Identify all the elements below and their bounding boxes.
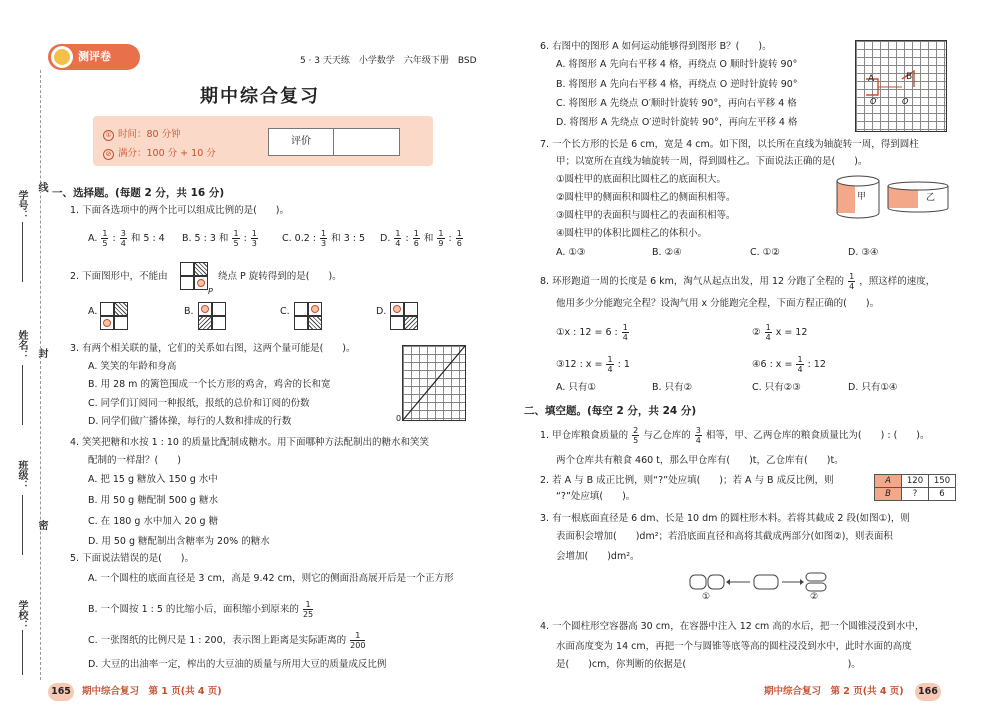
question-3-stem: 3. 有两个相关联的量，它们的关系如右图，这两个量可能是( )。 xyxy=(70,343,356,354)
q7-statement-2: ②圆柱甲的侧面积和圆柱乙的侧面积相等。 xyxy=(556,192,736,203)
q8-option-b[interactable]: B. 只有② xyxy=(652,382,693,393)
left-footer-text: 期中综合复习 第 1 页(共 4 页) xyxy=(82,686,222,697)
table-row xyxy=(875,488,956,501)
q7-statement-3: ③圆柱甲的表面积与圆柱乙的表面积相等。 xyxy=(556,210,736,221)
q7-statement-4: ④圆柱甲的体积比圆柱乙的体积小。 xyxy=(556,228,708,239)
point-p-label: P xyxy=(208,287,213,296)
fill-question-3-line-2: 表面积会增加( )dm²；若沿底面直径和高将其截成两部分(如图②)，则表面积 xyxy=(556,531,893,542)
shape-b-label: B xyxy=(906,72,913,82)
q3-graph-line xyxy=(403,346,465,420)
seal-line-char: 线 xyxy=(36,182,47,192)
q2-option-d-figure[interactable] xyxy=(390,302,420,332)
question-8-stem-2: 他用多少分能跑完全程？设淘气用 x 分能跑完全程，下面方程正确的( )。 xyxy=(556,298,880,309)
right-page xyxy=(500,0,1000,719)
question-5-stem: 5. 下面说法错误的是( )。 xyxy=(70,553,194,564)
q8-equation-4: ④6 : x = $\frac{1}{4}$ : 12 xyxy=(752,355,826,374)
q8-equation-3: ③12 : x = $\frac{1}{4}$ : 1 xyxy=(556,355,630,374)
q4-option-d[interactable]: D. 用 50 g 糖配制出含糖率为 20% 的糖水 xyxy=(88,536,270,547)
section-2-title: 二、填空题。(每空 2 分，共 24 分) xyxy=(524,405,697,417)
table-cell: 6 xyxy=(929,488,956,501)
evaluation-box[interactable] xyxy=(268,128,400,156)
q5-option-c[interactable]: C. 一张图纸的比例尺是 1 : 200，表示图上距离是实际距离的 $\frac{1}{200}$ xyxy=(88,631,366,650)
fill-question-1-line-2: 两个仓库共有粮食 460 t，那么甲仓库有( )t，乙仓库有( )t。 xyxy=(556,455,844,466)
q6-grid-figure xyxy=(855,40,947,132)
q2-option-d-label[interactable]: D. xyxy=(376,306,387,317)
point-o-prime-label: O′ xyxy=(870,97,879,106)
q8-equation-1: ①x : 12 = 6 : $\frac{1}{4}$ xyxy=(556,323,628,342)
q2-option-a-figure[interactable] xyxy=(100,302,130,332)
q7-option-c[interactable]: C. ①② xyxy=(750,247,780,258)
page-title: 期中综合复习 xyxy=(200,86,320,107)
q3-option-d[interactable]: D. 同学们做广播体操，每行的人数和排成的行数 xyxy=(88,416,292,427)
q2-option-c-label[interactable]: C. xyxy=(280,306,290,317)
figure-2-label: ② xyxy=(810,592,819,602)
evaluation-label: 评价 xyxy=(269,129,334,155)
fill-question-3: 3. 有一根底面直径是 6 dm、长是 10 dm 的圆柱形木料。若将其截成 2 段(如图①)，则 xyxy=(540,513,910,524)
question-8-stem: 8. 环形跑道一周的长度是 6 km，淘气从起点出发，用 12 分跑了全程的 $\frac{1}{4}$ ，照这样的速度， xyxy=(540,272,936,291)
left-footer xyxy=(48,683,222,701)
q3-option-c[interactable]: C. 同学们订阅同一种报纸，报纸的总价和订阅的份数 xyxy=(88,398,310,409)
yi-label: 乙 xyxy=(926,193,936,203)
q1-option-d[interactable]: D. $\frac{1}{4}$ : $\frac{1}{6}$ 和 $\frac{1}{9}$ : $\frac{1}{6}$ xyxy=(380,229,462,248)
q1-option-c[interactable]: C. 0.2 : $\frac{1}{3}$ 和 3 : 5 xyxy=(282,229,366,248)
name-label: 姓名： xyxy=(16,330,27,360)
table-cell: 120 xyxy=(902,475,929,488)
time-limit: 时间：80 分钟 xyxy=(118,129,181,140)
fill-question-2-line-2: “?”处应填( )。 xyxy=(556,491,636,502)
log-cut-icon xyxy=(688,570,828,594)
graph-origin: 0 xyxy=(396,414,402,423)
school-label: 学校： xyxy=(16,600,27,630)
class-label: 班级： xyxy=(16,460,27,490)
badge-label: 测评卷 xyxy=(78,50,111,63)
question-4-stem-2: 配制的一样甜？( ) xyxy=(88,455,181,466)
check-icon: ⊘ xyxy=(103,149,114,160)
point-o-label: O xyxy=(902,97,909,106)
q2-option-c-figure[interactable] xyxy=(294,302,324,332)
question-2-stem-b: 绕点 P 旋转得到的是( )。 xyxy=(218,271,342,282)
q6-option-b[interactable]: B. 将图形 A 先向右平移 4 格，再绕点 O 逆时针旋转 90° xyxy=(556,79,798,90)
right-footer-text: 期中综合复习 第 2 页(共 4 页) xyxy=(764,686,904,697)
student-id-label: 学号： xyxy=(16,190,27,220)
table-cell: A xyxy=(875,475,902,488)
q2-option-b-label[interactable]: B. xyxy=(184,306,194,317)
question-6-stem: 6. 右图中的图形 A 如何运动能够得到图形 B？( )。 xyxy=(540,41,772,52)
q6-option-c[interactable]: C. 将图形 A 先绕点 O′顺时针旋转 90°，再向右平移 4 格 xyxy=(556,98,797,109)
question-1-stem: 1. 下面各选项中的两个比可以组成比例的是( )。 xyxy=(70,205,289,216)
q3-option-b[interactable]: B. 用 28 m 的篱笆围成一个长方形的鸡舍，鸡舍的长和宽 xyxy=(88,379,331,390)
exam-info-box xyxy=(93,116,433,166)
jia-label: 甲 xyxy=(857,192,867,202)
q7-option-a[interactable]: A. ①③ xyxy=(556,247,586,258)
q1-option-b[interactable]: B. 5 : 3 和 $\frac{1}{5}$ : $\frac{1}{3}$ xyxy=(182,229,257,248)
fill-question-4-line-2: 水面高度变为 14 cm，再把一个与圆锥等底等高的圆柱浸没到水中，此时水面的高度 xyxy=(556,641,912,652)
fill-question-1: 1. 甲仓库粮食质量的 $\frac{2}{5}$ 与乙仓库的 $\frac{3}{4}$ 相等，甲、乙两仓库的粮食质量比为( ) : ( )。 xyxy=(540,426,930,445)
right-footer xyxy=(764,683,949,701)
left-page-number: 165 xyxy=(48,683,74,701)
q3-graph xyxy=(402,345,466,421)
series-info: 5 · 3 天天练 小学数学 六年级下册 BSD xyxy=(300,56,477,66)
seal-secret-char: 密 xyxy=(36,520,47,530)
q7-option-b[interactable]: B. ②④ xyxy=(652,247,682,258)
q2-option-b-figure[interactable] xyxy=(198,302,228,332)
section-1-title: 一、选择题。(每题 2 分，共 16 分) xyxy=(52,187,225,199)
shape-a-label: A xyxy=(868,74,875,84)
clock-icon: ① xyxy=(103,130,114,141)
q1-option-a[interactable]: A. $\frac{1}{5}$ : $\frac{3}{4}$ 和 5 : 4 xyxy=(88,229,165,248)
q6-shapes xyxy=(856,41,946,131)
ab-table xyxy=(874,474,956,501)
table-row xyxy=(875,475,956,488)
q7-statement-1: ①圆柱甲的底面积比圆柱乙的底面积大。 xyxy=(556,174,727,185)
fill-question-4-line-3: 是( )cm，你判断的依据是( )。 xyxy=(556,659,861,670)
cylinder-yi-figure xyxy=(886,180,950,216)
q8-option-a[interactable]: A. 只有① xyxy=(556,382,596,393)
right-page-number: 166 xyxy=(915,683,941,701)
q5-option-a[interactable]: A. 一个圆柱的底面直径是 3 cm，高是 9.42 cm，则它的侧面沿高展开后是一个正方形 xyxy=(88,573,454,584)
q4-option-c[interactable]: C. 在 180 g 水中加入 20 g 糖 xyxy=(88,516,219,527)
q4-option-b[interactable]: B. 用 50 g 糖配制 500 g 糖水 xyxy=(88,495,218,506)
full-score: 满分：100 分 + 10 分 xyxy=(118,148,216,159)
q8-option-d[interactable]: D. 只有①④ xyxy=(848,382,898,393)
q5-option-b[interactable]: B. 一个圆按 1 : 5 的比缩小后，面积缩小到原来的 $\frac{1}{25}$ xyxy=(88,600,314,619)
question-2-stem-a: 2. 下面图形中，不能由 xyxy=(70,271,168,282)
mascot-icon xyxy=(51,46,73,68)
cylinder-jia-figure xyxy=(835,175,881,219)
test-badge xyxy=(48,44,140,70)
q8-equation-2: ② $\frac{1}{4}$ x = 12 xyxy=(752,323,808,342)
fill-question-4: 4. 一个圆柱形空容器高 30 cm，在容器中注入 12 cm 高的水后，把一个圆锥浸没到水中， xyxy=(540,621,925,632)
seal-seal-char: 封 xyxy=(36,348,47,358)
q4-option-a[interactable]: A. 把 15 g 糖放入 150 g 水中 xyxy=(88,474,218,485)
q3-option-a[interactable]: A. 笑笑的年龄和身高 xyxy=(88,361,177,372)
fill-question-3-line-3: 会增加( )dm²。 xyxy=(556,551,640,562)
log-cut-figure xyxy=(688,570,828,602)
q8-option-c[interactable]: C. 只有②③ xyxy=(752,382,801,393)
figure-1-label: ① xyxy=(702,592,711,602)
table-cell: ? xyxy=(902,488,929,501)
q5-option-d[interactable]: D. 大豆的出油率一定，榨出的大豆油的质量与所用大豆的质量成反比例 xyxy=(88,659,387,670)
fill-question-2: 2. 若 A 与 B 成正比例，则“?”处应填( )；若 A 与 B 成反比例，则 xyxy=(540,475,834,486)
cylinder-yi-icon xyxy=(886,180,950,216)
q6-option-d[interactable]: D. 将图形 A 先绕点 O′逆时针旋转 90°，再向左平移 4 格 xyxy=(556,117,798,128)
table-cell: B xyxy=(875,488,902,501)
question-7-stem-2: 甲；以宽所在直线为轴旋转一周，得到圆柱乙。下面说法正确的是( )。 xyxy=(556,156,868,167)
table-cell: 150 xyxy=(929,475,956,488)
question-4-stem: 4. 笑笑把糖和水按 1 : 10 的质量比配制成糖水。用下面哪种方法配制出的糖水和笑笑 xyxy=(70,437,429,448)
question-7-stem: 7. 一个长方形的长是 6 cm，宽是 4 cm。如下图，以长所在直线为轴旋转一周，得到圆柱 xyxy=(540,139,919,150)
q2-option-a-label[interactable]: A. xyxy=(88,306,98,317)
q7-option-d[interactable]: D. ③④ xyxy=(848,247,879,258)
q6-option-a[interactable]: A. 将图形 A 先向右平移 4 格，再绕点 O 顺时针旋转 90° xyxy=(556,59,798,70)
